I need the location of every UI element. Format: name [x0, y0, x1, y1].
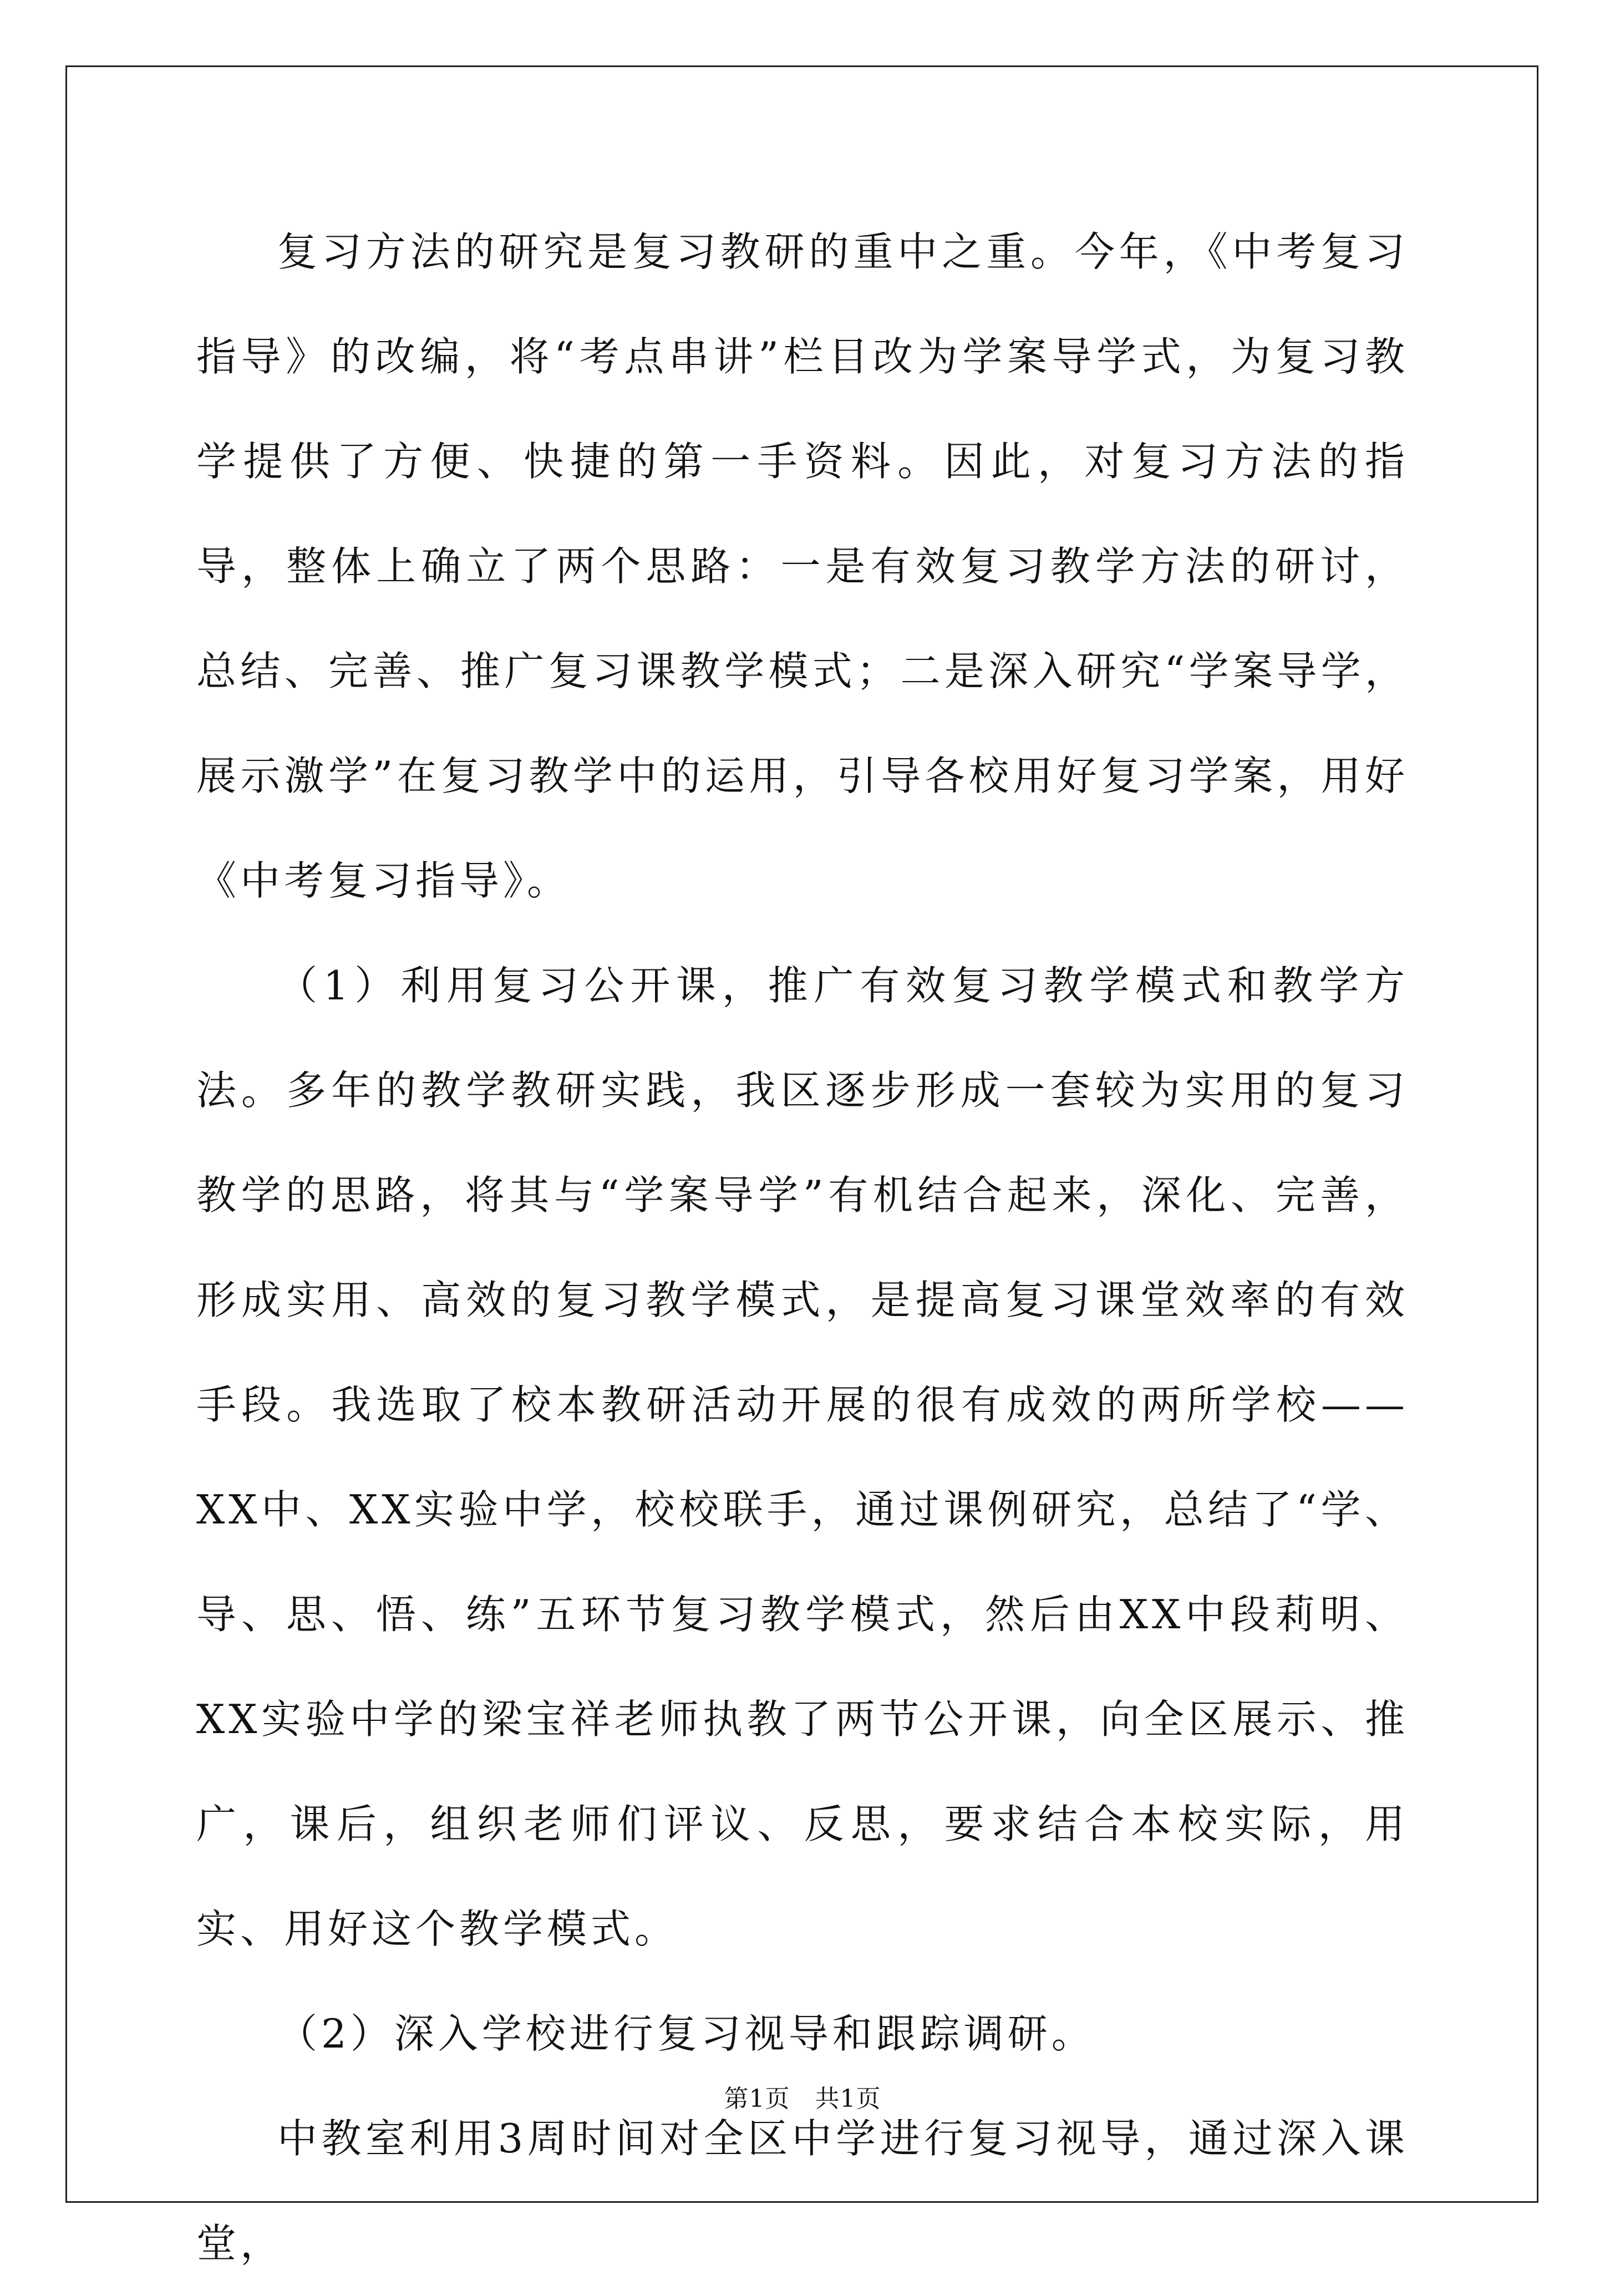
- paragraph-review-methods: 复习方法的研究是复习教研的重中之重。今年，《中考复习指导》的改编，将“考点串讲”栏目改为学案导学式，为复习教学提供了方便、快捷的第一手资料。因此，对复习方法的指导，整体上确立了两个思路：一是有效复习教学方法的研讨，总结、完善、推广复习课教学模式；二是深入研究“学案导学，展示激学”在复习教学中的运用，引导各校用好复习学案，用好《中考复习指导》。: [196, 228, 1409, 904]
- page-number-footer: 第1页 共1页: [724, 2085, 881, 2113]
- paragraph-school-visits: （2）深入学校进行复习视导和跟踪调研。: [277, 2010, 1095, 2057]
- document-body: [196, 200, 1409, 2296]
- paragraph-teaching-office: 中教室利用3周时间对全区中学进行复习视导，通过深入课堂，: [196, 2115, 1409, 2267]
- paragraph-open-class: （1）利用复习公开课，推广有效复习教学模式和教学方法。多年的教学教研实践，我区逐步形成一套较为实用的复习教学的思路，将其与“学案导学”有机结合起来，深化、完善，形成实用、高效的复习教学模式，是提高复习课堂效率的有效手段。我选取了校本教研活动开展的很有成效的两所学校——XX中、XX实验中学，校校联手，通过课例研究，总结了“学、导、思、悟、练”五环节复习教学模式，然后由XX中段莉明、XX实验中学的梁宝祥老师执教了两节公开课，向全区展示、推广，课后，组织老师们评议、反思，要求结合本校实际，用实、用好这个教学模式。: [196, 962, 1409, 1952]
